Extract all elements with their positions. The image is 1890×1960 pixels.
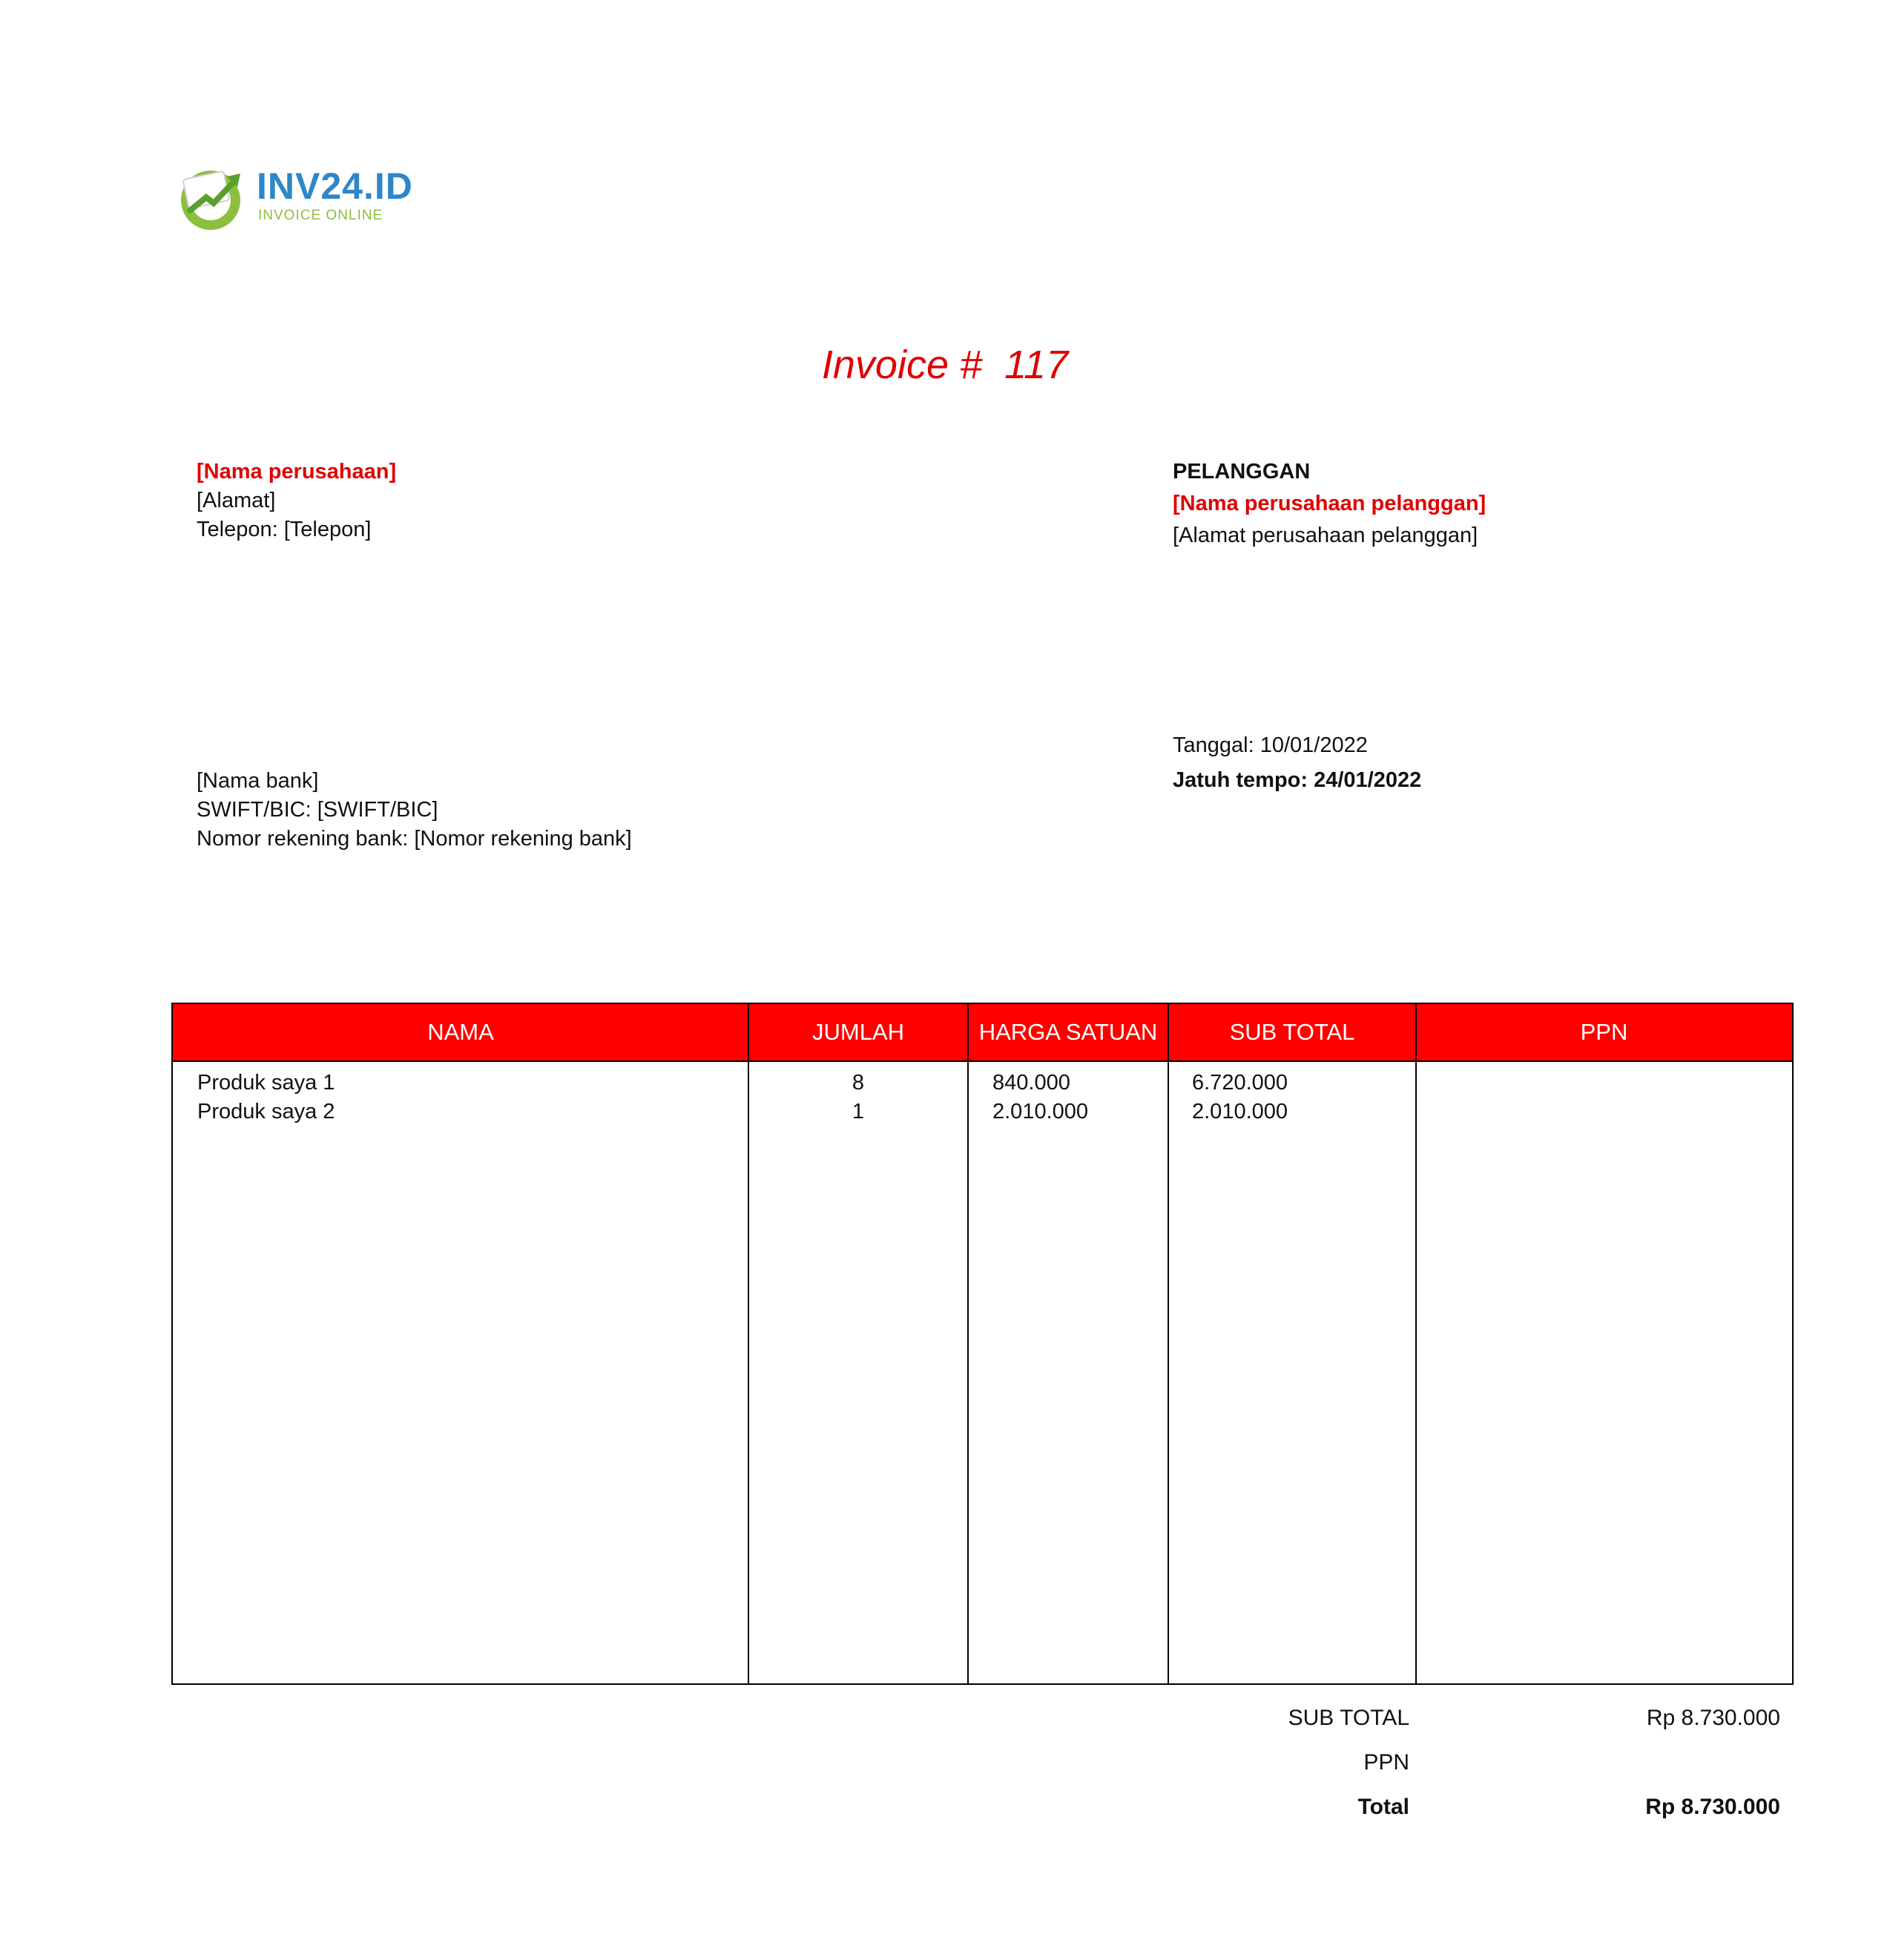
due-date: Jatuh tempo: 24/01/2022 <box>1173 768 1422 792</box>
invoice-title-prefix: Invoice # <box>821 343 983 387</box>
bank-block <box>197 767 632 854</box>
customer-block <box>1173 458 1486 550</box>
total-value: Rp 8.730.000 <box>1645 1795 1780 1819</box>
column-header-harga-satuan: HARGA SATUAN <box>978 1019 1158 1045</box>
seller-phone: Telepon: [Telepon] <box>197 518 372 541</box>
row-1-price: 840.000 <box>992 1071 1070 1095</box>
row-2-qty: 1 <box>852 1100 865 1123</box>
total-label: Total <box>1357 1795 1409 1819</box>
logo-icon <box>175 159 249 233</box>
column-header-sub-total: SUB TOTAL <box>1229 1019 1355 1045</box>
ppn-label: PPN <box>1363 1750 1409 1775</box>
column-divider <box>1415 1004 1417 1683</box>
row-2-subtotal: 2.010.000 <box>1192 1100 1288 1123</box>
row-2-price: 2.010.000 <box>992 1100 1089 1123</box>
subtotal-label: SUB TOTAL <box>1288 1706 1409 1730</box>
logo-tagline: INVOICE ONLINE <box>258 208 383 223</box>
company-logo <box>175 159 413 233</box>
seller-block <box>197 458 396 544</box>
column-header-jumlah: JUMLAH <box>811 1019 904 1045</box>
customer-address: [Alamat perusahaan pelanggan] <box>1173 524 1478 547</box>
row-2-name: Produk saya 2 <box>197 1100 335 1123</box>
row-1-qty: 8 <box>852 1071 865 1095</box>
table-header <box>173 1004 1792 1062</box>
customer-company: [Nama perusahaan pelanggan] <box>1173 492 1486 515</box>
invoice-title <box>0 345 1890 385</box>
bank-account: Nomor rekening bank: [Nomor rekening bank] <box>197 827 632 851</box>
bank-swift: SWIFT/BIC: [SWIFT/BIC] <box>197 798 438 822</box>
items-table <box>171 1003 1794 1685</box>
invoice-number: 117 <box>1004 343 1069 387</box>
column-divider <box>1168 1004 1169 1683</box>
seller-address: [Alamat] <box>197 489 276 512</box>
row-1-subtotal: 6.720.000 <box>1192 1071 1288 1095</box>
subtotal-value: Rp 8.730.000 <box>1646 1706 1780 1730</box>
dates-block <box>1173 731 1421 795</box>
customer-heading: PELANGGAN <box>1173 460 1311 484</box>
row-1-name: Produk saya 1 <box>197 1071 335 1095</box>
column-header-nama: NAMA <box>427 1019 494 1045</box>
seller-company: [Nama perusahaan] <box>197 460 397 484</box>
invoice-date: Tanggal: 10/01/2022 <box>1173 733 1368 757</box>
logo-brand-text: INV24.ID <box>257 165 413 207</box>
bank-name: [Nama bank] <box>197 769 319 793</box>
column-header-ppn: PPN <box>1580 1019 1628 1045</box>
